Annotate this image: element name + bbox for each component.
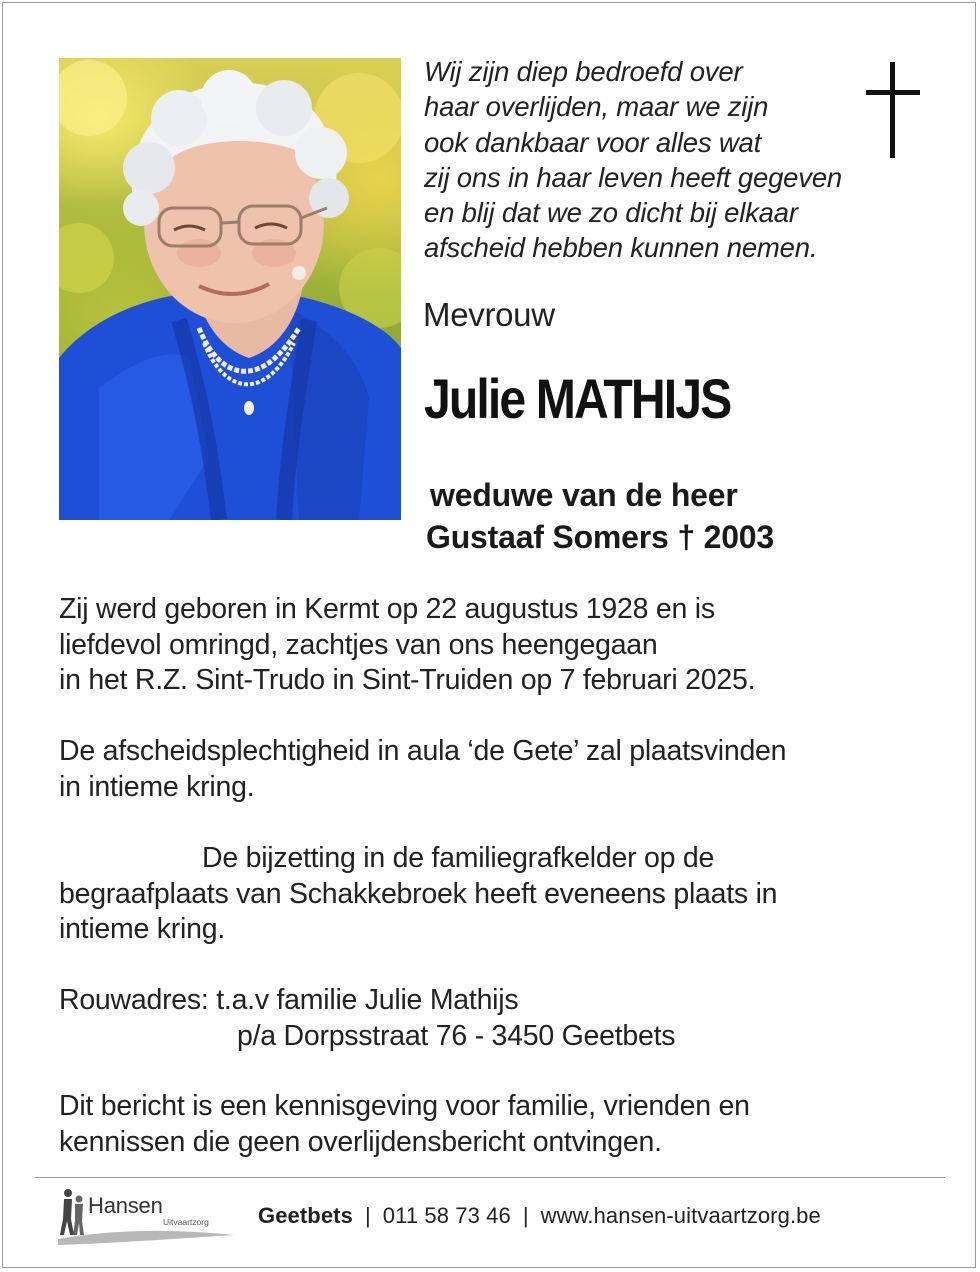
footer-phone[interactable]: 011 58 73 46 — [382, 1203, 511, 1228]
logo-name: Hansen — [88, 1193, 163, 1218]
quote-line: ook dankbaar voor alles wat — [424, 126, 762, 158]
notice-paragraph — [59, 1089, 929, 1160]
paragraph-line: De afscheidsplechtigheid in aula ‘de Gete’ zal plaatsvinden — [59, 735, 787, 767]
paragraph-line: Rouwadres: t.a.v familie Julie Mathijs — [59, 984, 519, 1016]
quote-line: en blij dat we zo dicht bij elkaar — [424, 197, 798, 229]
deceased-name: Julie MATHIJS — [424, 367, 731, 430]
paragraph-line: Dit bericht is een kennisgeving voor familie, vrienden en — [59, 1090, 750, 1122]
spouse-line: Gustaaf Somers † 2003 — [426, 519, 774, 555]
footer-separator: | — [522, 1203, 529, 1228]
paragraph-line: in het R.Z. Sint-Trudo in Sint-Truiden op 7 februari 2025. — [59, 664, 756, 696]
footer-town: Geetbets — [258, 1203, 353, 1228]
paragraph-line: kennissen die geen overlijdensbericht ontvingen. — [59, 1125, 662, 1158]
quote-line: zij ons in haar leven heeft gegeven — [424, 161, 843, 193]
widow-info — [426, 474, 774, 558]
cross-icon — [866, 62, 922, 158]
paragraph-line: in intieme kring. — [59, 770, 255, 803]
footer-separator: | — [364, 1203, 371, 1228]
mourning-address — [59, 983, 929, 1054]
quote-line: afscheid hebben kunnen nemen. — [424, 232, 818, 264]
burial-paragraph — [59, 841, 929, 948]
paragraph-line: liefdevol omringd, zachtjes van ons heengegaan — [59, 628, 658, 661]
paragraph-line: Zij werd geboren in Kermt op 22 augustus 1928 en is — [59, 593, 715, 625]
widow-line: weduwe van de heer — [430, 477, 738, 513]
ceremony-paragraph — [59, 734, 929, 805]
memorial-quote — [424, 54, 904, 266]
paragraph-line: intieme kring. — [59, 913, 225, 945]
logo-subtitle: Uitvaartzorg — [163, 1217, 209, 1227]
portrait-illustration — [59, 58, 401, 520]
footer-divider — [35, 1177, 945, 1178]
quote-line: Wij zijn diep bedroefd over — [424, 56, 743, 87]
portrait-photo — [59, 58, 401, 520]
address-line: p/a Dorpsstraat 76 - 3450 Geetbets — [237, 1019, 676, 1052]
paragraph-line: begraafplaats van Schakkebroek heeft eveneens plaats in — [59, 877, 778, 910]
salutation: Mevrouw — [423, 296, 555, 333]
footer-contact — [258, 1203, 821, 1229]
birth-death-paragraph — [59, 592, 929, 699]
paragraph-line: De bijzetting in de familiegrafkelder op de — [202, 842, 715, 874]
footer-website-link[interactable]: www.hansen-uitvaartzorg.be — [540, 1203, 821, 1228]
quote-line: haar overlijden, maar we zijn — [424, 91, 769, 123]
